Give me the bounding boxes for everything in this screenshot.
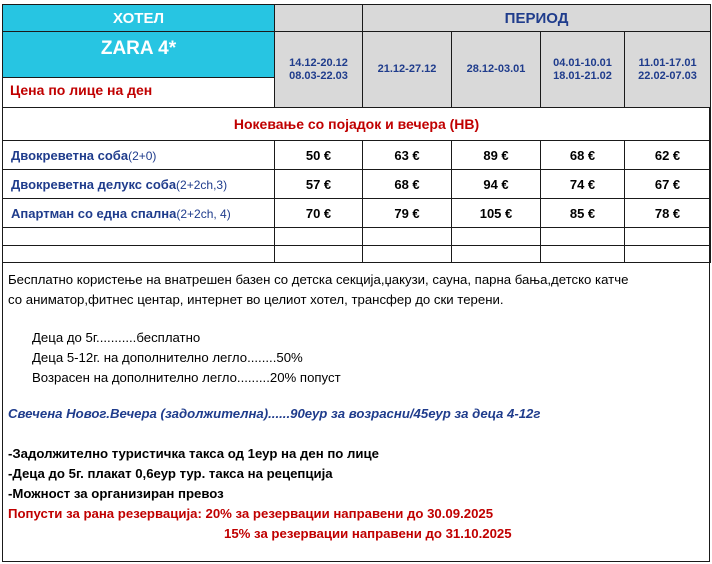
amenities-text: Бесплатно користење на внатрешен базен со детска секција,џакузи, сауна, парна бања,детско катче bbox=[8, 272, 629, 287]
price-cell: 94 € bbox=[452, 170, 541, 199]
hotel-header: ХОТЕЛ bbox=[3, 5, 275, 32]
transport-note: -Можност за организиран превоз bbox=[8, 486, 224, 501]
room-name: Двокреветна делукс соба(2+2ch,3) bbox=[3, 170, 275, 199]
period-column: 11.01-17.01 22.02-07.03 bbox=[625, 32, 711, 108]
child-policy: Деца 5-12г. на дополнително легло........50% bbox=[32, 350, 303, 365]
price-cell: 62 € bbox=[625, 141, 711, 170]
period-column: 04.01-10.01 18.01-21.02 bbox=[541, 32, 625, 108]
amenities-text: со аниматор,фитнес центар, интернет во целиот хотел, трансфер до ски терени. bbox=[8, 292, 504, 307]
table-row bbox=[3, 170, 711, 199]
price-cell: 89 € bbox=[452, 141, 541, 170]
room-name: Апартман со една спална(2+2ch, 4) bbox=[3, 199, 275, 228]
empty-row bbox=[3, 228, 711, 246]
hotel-cell bbox=[3, 32, 275, 108]
period-header-spacer bbox=[275, 5, 363, 32]
price-note: Цена по лице на ден bbox=[10, 82, 153, 98]
price-cell: 105 € bbox=[452, 199, 541, 228]
hotel-name: ZARA 4* bbox=[3, 32, 274, 78]
board-type: Нокевање со појадок и вечера (HB) bbox=[3, 108, 711, 141]
table-row bbox=[3, 141, 711, 170]
price-cell: 70 € bbox=[275, 199, 363, 228]
price-cell: 57 € bbox=[275, 170, 363, 199]
room-name: Двокреветна соба(2+0) bbox=[3, 141, 275, 170]
period-header: ПЕРИОД bbox=[363, 5, 711, 32]
price-cell: 79 € bbox=[363, 199, 452, 228]
child-policy: Возрасен на дополнително легло.........20% попуст bbox=[32, 370, 341, 385]
period-column: 14.12-20.12 08.03-22.03 bbox=[275, 32, 363, 108]
early-booking-note: 15% за резервации направени до 31.10.2025 bbox=[224, 526, 512, 541]
price-cell: 74 € bbox=[541, 170, 625, 199]
table-row bbox=[3, 199, 711, 228]
child-policy: Деца до 5г...........бесплатно bbox=[32, 330, 201, 345]
price-cell: 68 € bbox=[541, 141, 625, 170]
price-cell: 50 € bbox=[275, 141, 363, 170]
gala-dinner-note: Свечена Новог.Вечера (задолжителна)......90еур за возрасни/45еур за деца 4-12г bbox=[8, 406, 541, 421]
price-cell: 78 € bbox=[625, 199, 711, 228]
price-cell: 67 € bbox=[625, 170, 711, 199]
price-table bbox=[2, 4, 711, 263]
tax-note: -Задолжително туристичка такса од 1еур на ден по лице bbox=[8, 446, 379, 461]
period-column: 28.12-03.01 bbox=[452, 32, 541, 108]
price-cell: 85 € bbox=[541, 199, 625, 228]
empty-row bbox=[3, 246, 711, 263]
period-column: 21.12-27.12 bbox=[363, 32, 452, 108]
price-cell: 63 € bbox=[363, 141, 452, 170]
tax-note: -Деца до 5г. плакат 0,6еур тур. такса на рецепција bbox=[8, 466, 333, 481]
price-cell: 68 € bbox=[363, 170, 452, 199]
early-booking-note: Попусти за рана резервација: 20% за резервации направени до 30.09.2025 bbox=[8, 506, 494, 521]
